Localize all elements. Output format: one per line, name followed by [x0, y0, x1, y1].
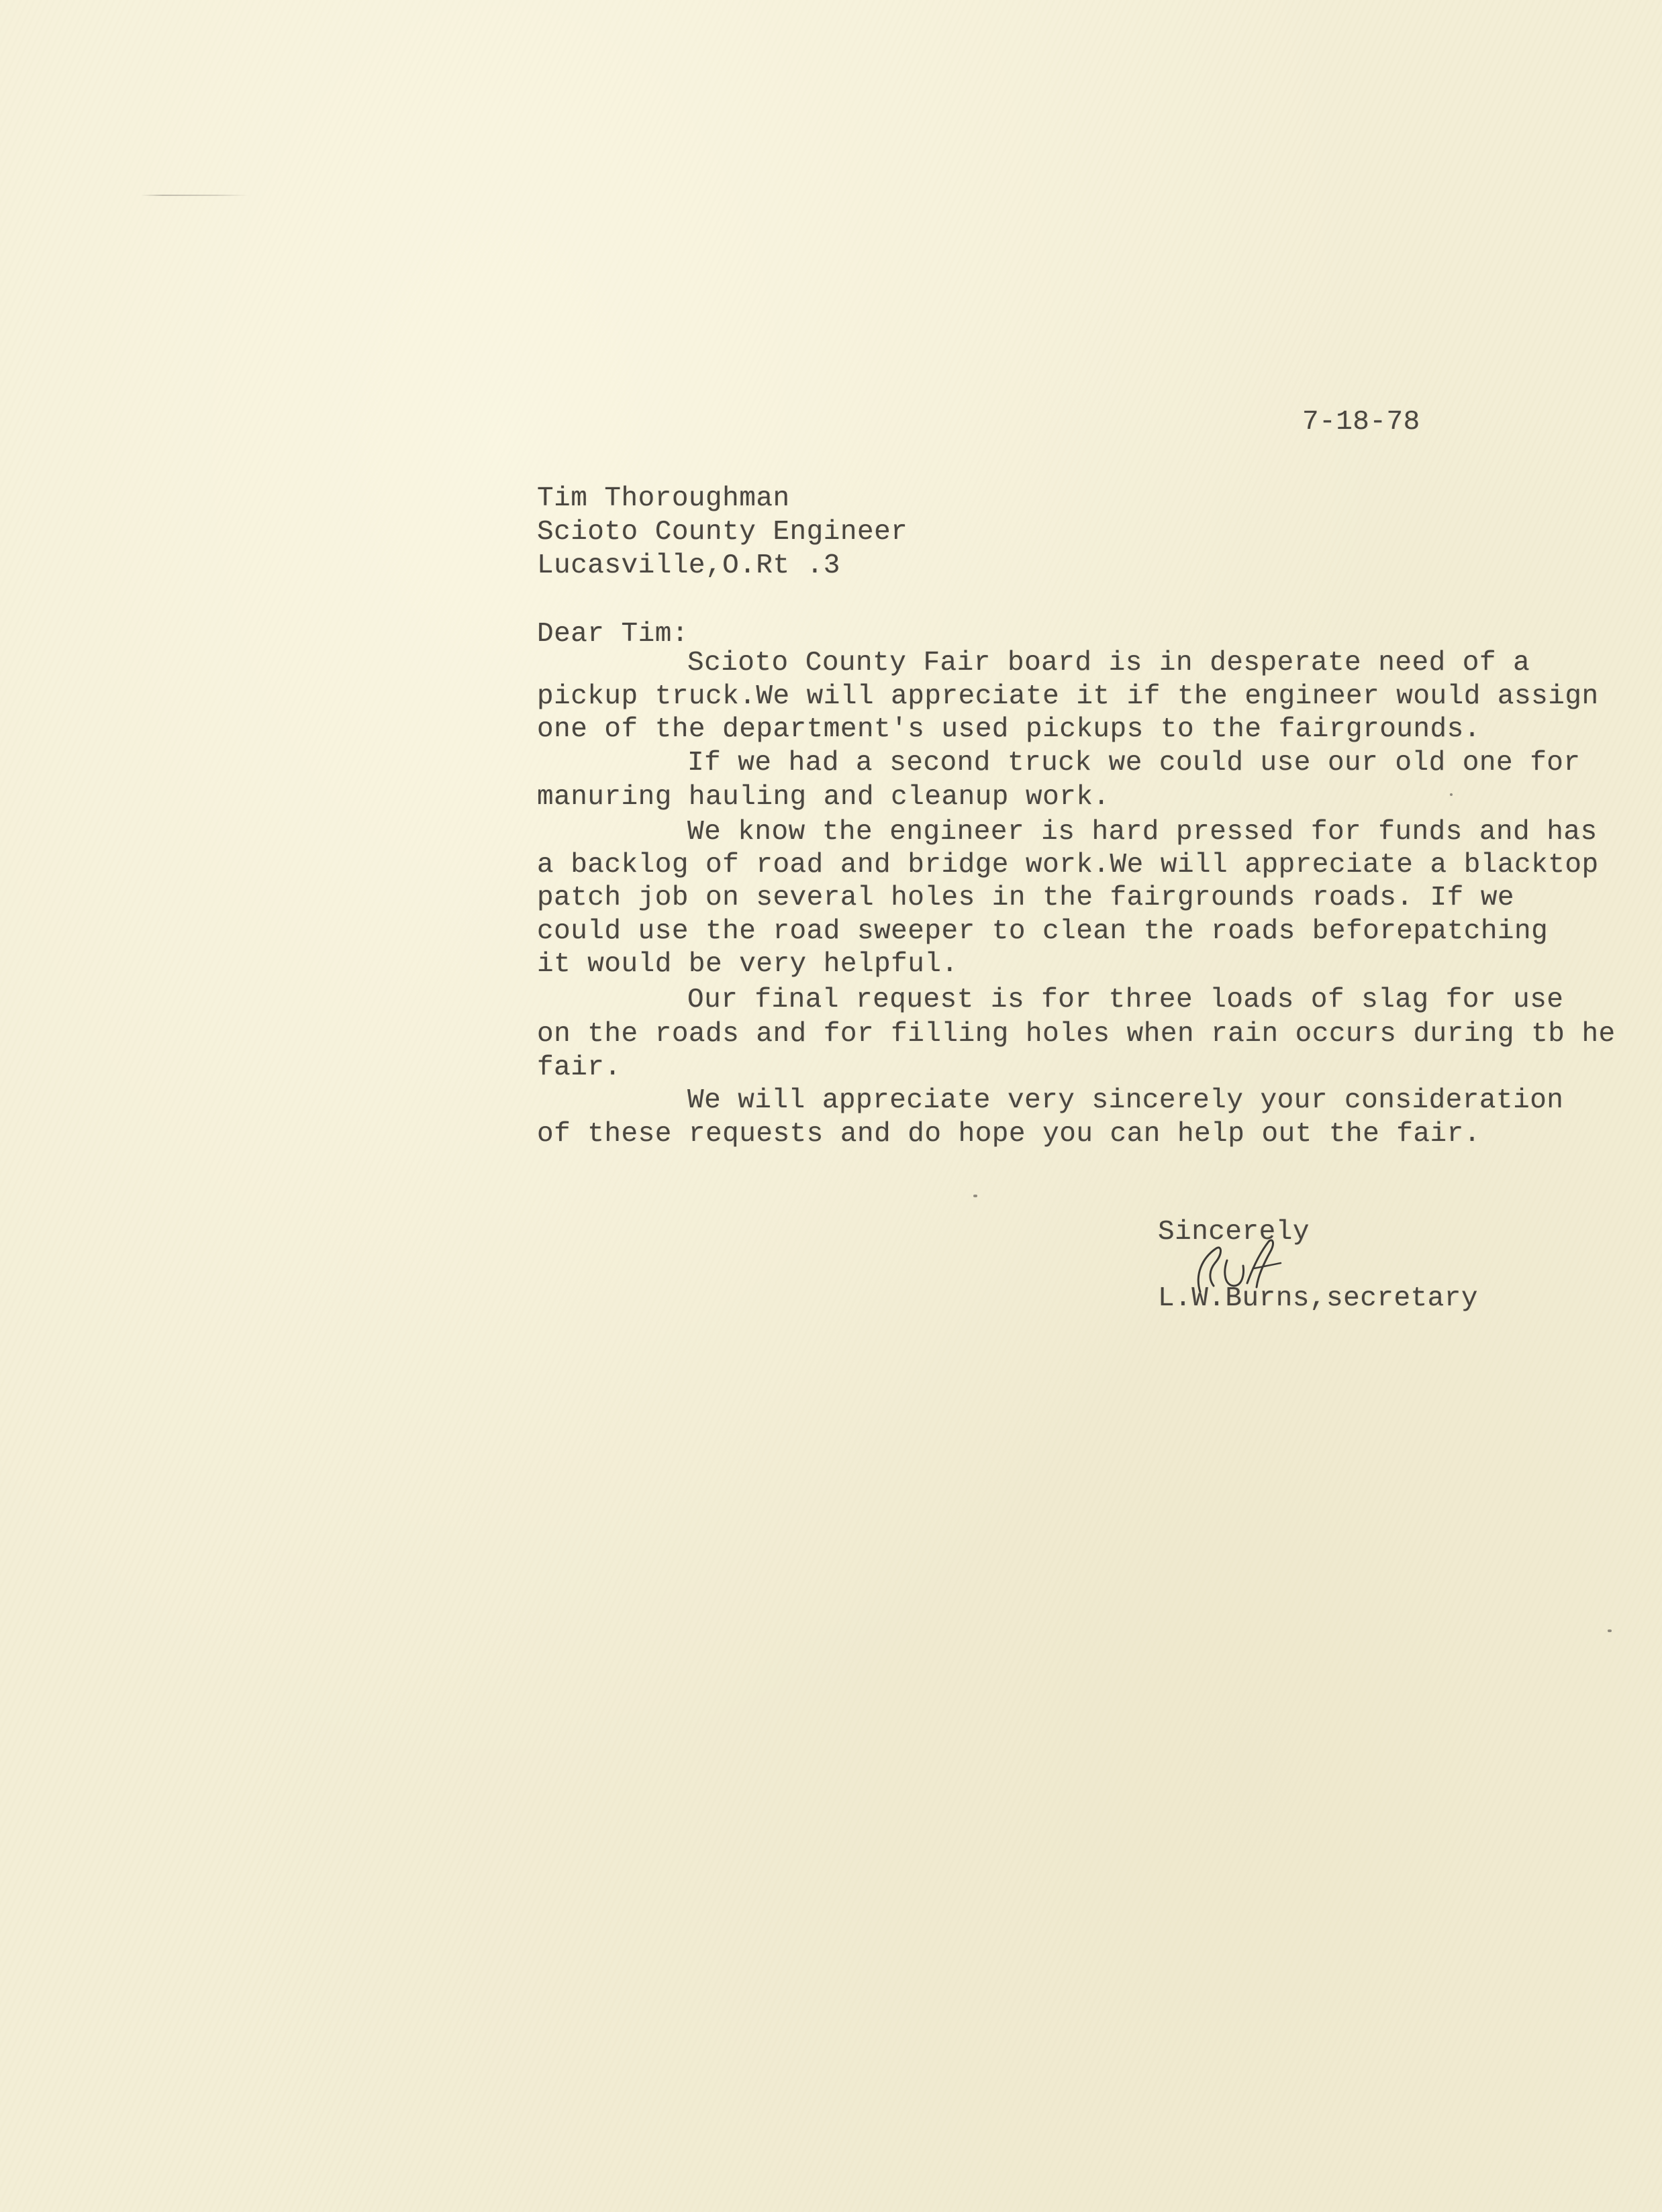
letter-date: 7-18-78 — [1302, 407, 1420, 438]
body-line: it would be very helpful. — [537, 949, 959, 980]
body-line: a backlog of road and bridge work.We will appreciate a blacktop — [537, 850, 1599, 881]
paper-mark — [141, 195, 248, 196]
paper-speck — [1608, 1629, 1612, 1632]
recipient-title: Scioto County Engineer — [537, 517, 908, 548]
body-line: of these requests and do hope you can help out the fair. — [537, 1119, 1481, 1150]
body-line: fair. — [537, 1052, 622, 1083]
body-line: one of the department's used pickups to the fairgrounds. — [537, 714, 1481, 745]
paper-speck — [973, 1195, 977, 1197]
body-line: Scioto County Fair board is in desperate need of a — [687, 648, 1530, 678]
body-line: patch job on several holes in the fairgrounds roads. If we — [537, 883, 1515, 913]
body-line: If we had a second truck we could use our old one for — [687, 748, 1581, 778]
body-line: We know the engineer is hard pressed for funds and has — [687, 817, 1598, 848]
body-line: manuring hauling and cleanup work. — [537, 782, 1110, 813]
signer-name: L.W.Burns,secretary — [1158, 1283, 1478, 1314]
body-line: could use the road sweeper to clean the roads beforepatching — [537, 916, 1549, 947]
body-line: pickup truck.We will appreciate it if the engineer would assign — [537, 681, 1599, 712]
body-line: Our final request is for three loads of slag for use — [687, 985, 1564, 1015]
closing: Sincerely — [1158, 1217, 1310, 1248]
paper-speck — [1450, 793, 1453, 796]
body-line: We will appreciate very sincerely your consideration — [687, 1085, 1564, 1116]
recipient-name: Tim Thoroughman — [537, 483, 790, 514]
salutation: Dear Tim: — [537, 619, 689, 650]
body-line: on the roads and for filling holes when rain occurs during tb he — [537, 1019, 1616, 1050]
recipient-address: Lucasville,O.Rt .3 — [537, 550, 840, 581]
